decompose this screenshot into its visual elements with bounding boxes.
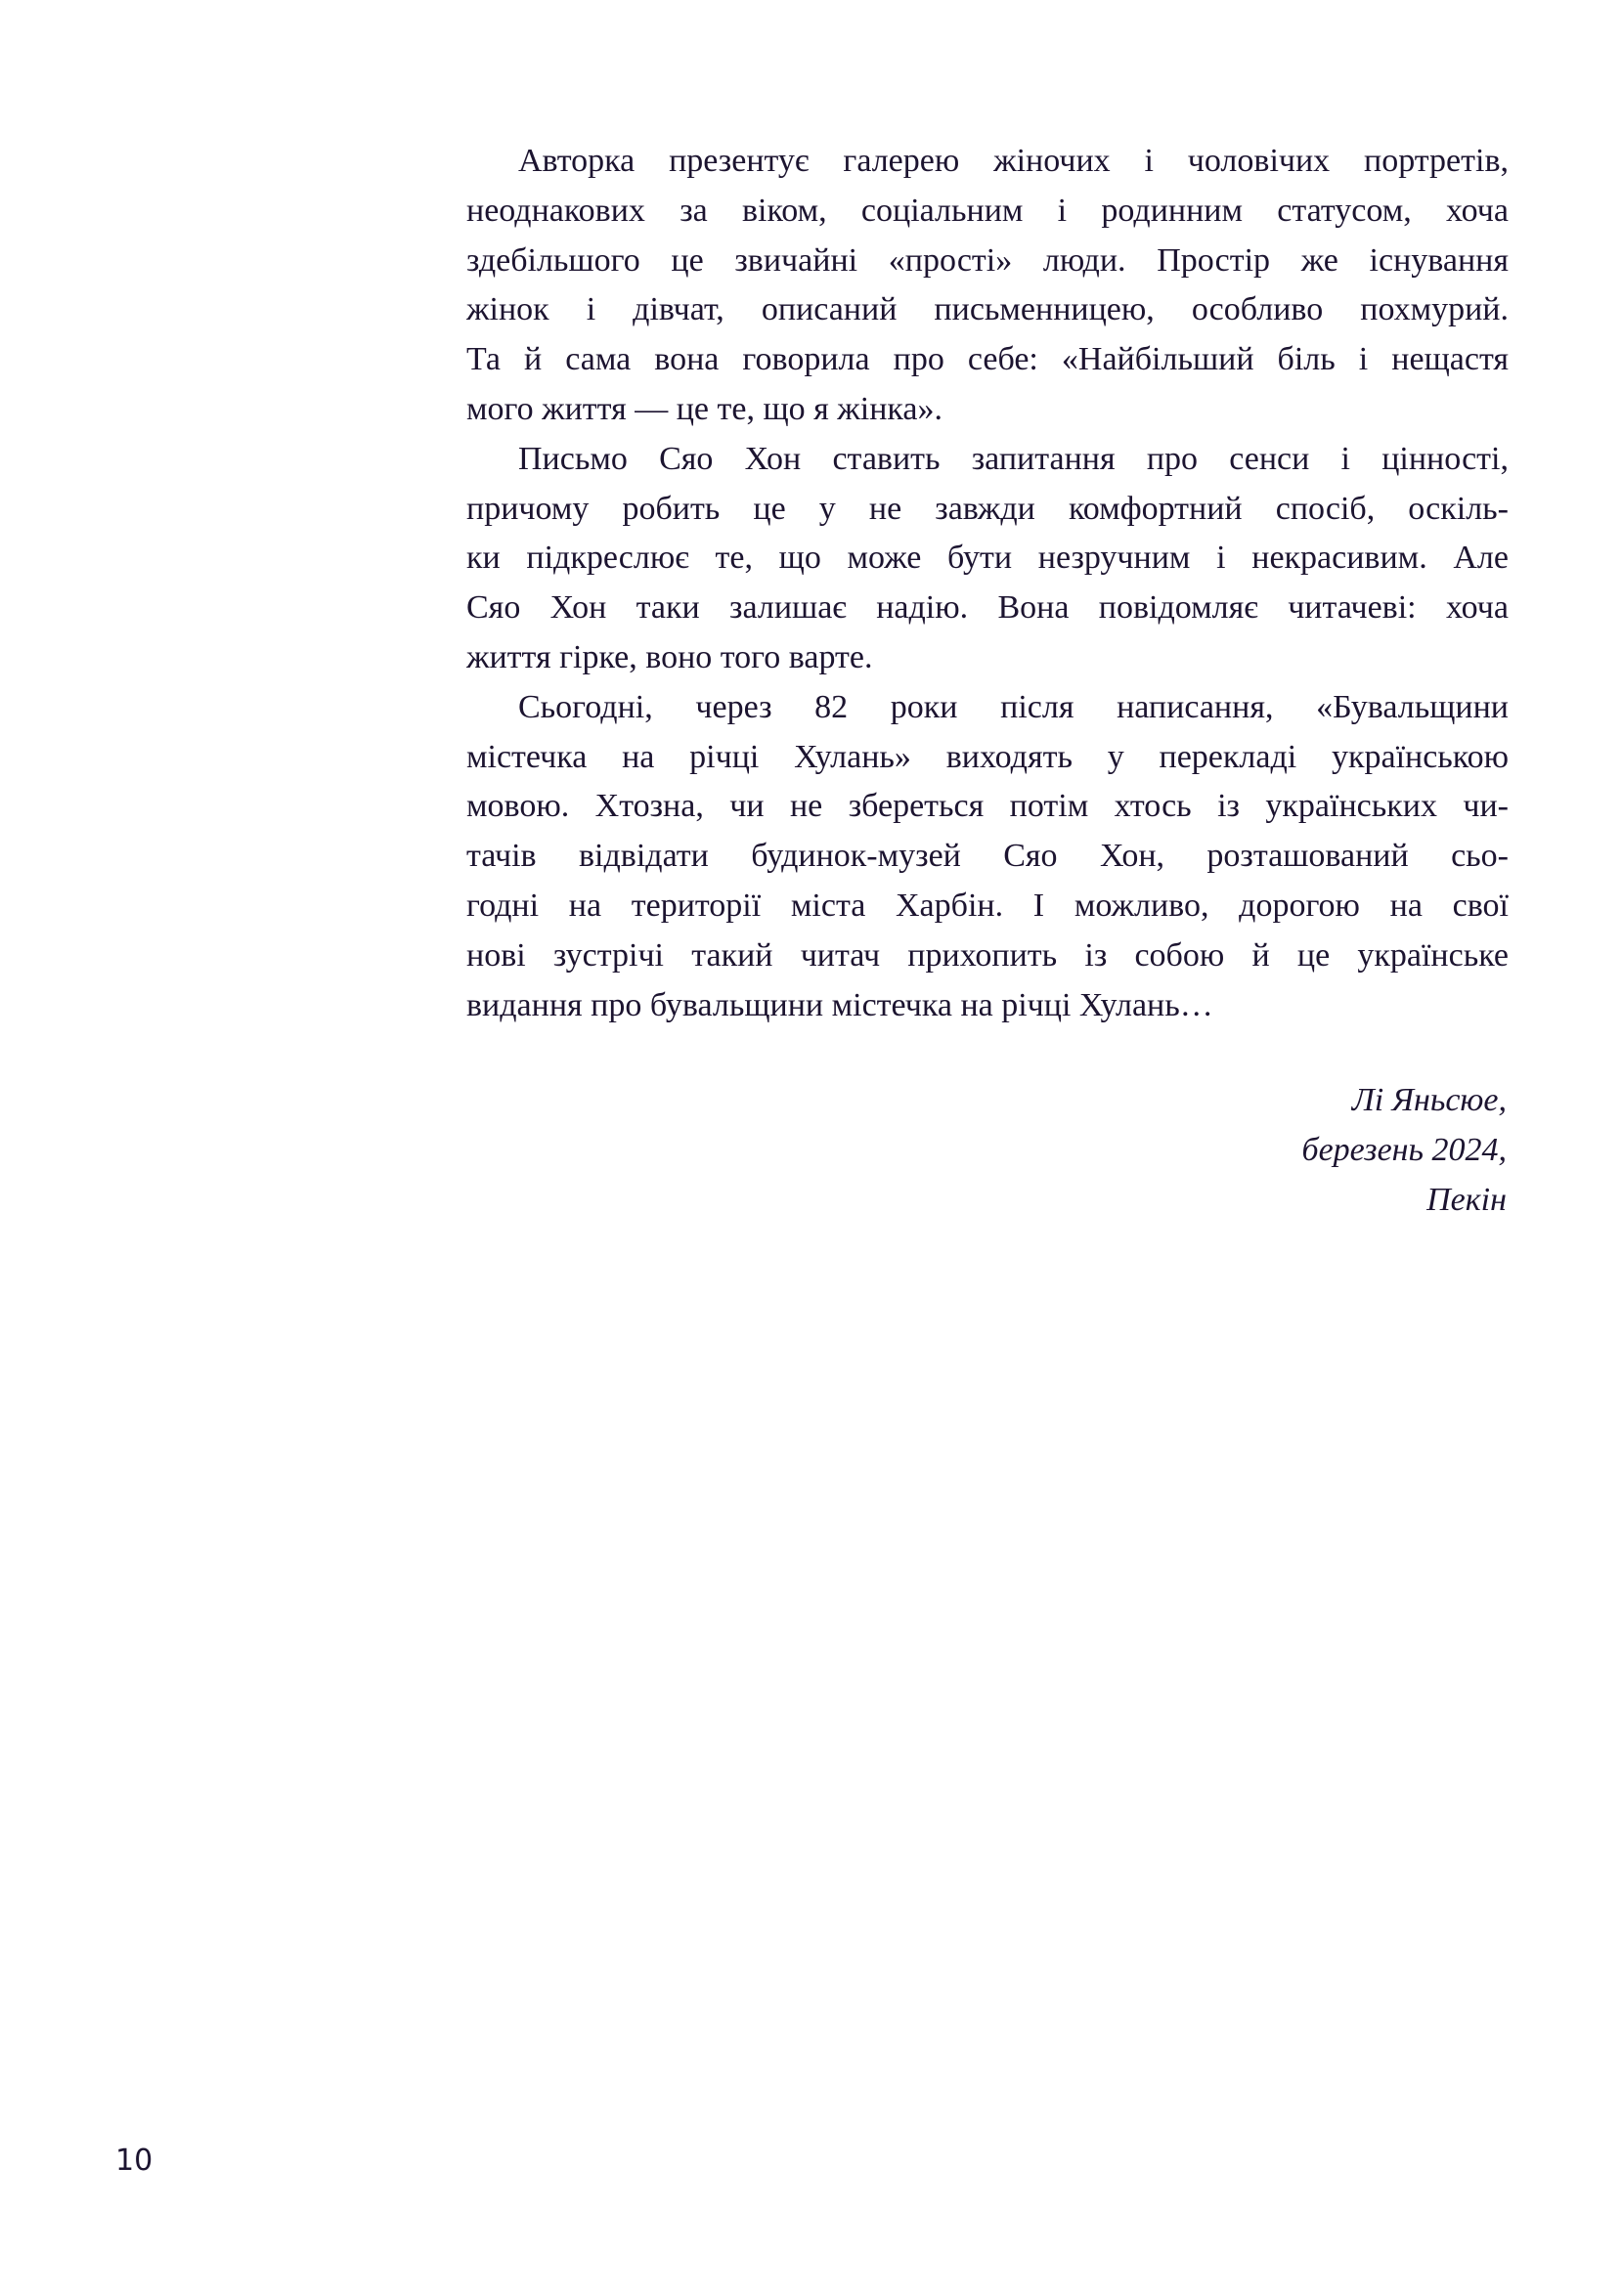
text-line: Авторка презентує галерею жіночих і чоловічих портретів,	[518, 143, 1509, 179]
signature	[1301, 1075, 1507, 1225]
text-line: Та й сама вона говорила про себе: «Найбільший біль і нещастя	[466, 341, 1509, 378]
paragraph	[466, 683, 1509, 1031]
text-line: причому робить це у не завжди комфортний спосіб, оскіль-	[466, 490, 1509, 527]
text-line: мовою. Хтозна, чи не збереться потім хтось із українських чи-	[466, 788, 1509, 825]
text-line: Сяо Хон таки залишає надію. Вона повідомляє читачеві: хоча	[466, 589, 1509, 627]
text-line: містечка на річці Хулань» виходять у перекладі українською	[466, 738, 1509, 775]
paragraph	[466, 435, 1509, 683]
text-line: Письмо Сяо Хон ставить запитання про сенси і цінності,	[518, 440, 1509, 477]
text-line: неоднакових за віком, соціальним і родинним статусом, хоча	[466, 192, 1509, 229]
text-line: життя гірке, воно того варте.	[466, 638, 873, 675]
text-line: видання про бувальщини містечка на річці Хулань…	[466, 986, 1213, 1023]
signature-place: Пекін	[1426, 1182, 1507, 1218]
text-line: жінок і дівчат, описаний письменницею, особливо похмурий.	[466, 291, 1509, 328]
text-line: Сьогодні, через 82 роки після написання, «Бувальщини	[518, 688, 1509, 725]
signature-author: Лі Яньсюе,	[1351, 1082, 1507, 1118]
body-text	[466, 137, 1509, 1030]
text-line: мого життя — це те, що я жінка».	[466, 390, 943, 427]
text-line: нові зустрічі такий читач прихопить із собою й це українське	[466, 936, 1509, 974]
text-line: тачів відвідати будинок-музей Сяо Хон, розташований сьо-	[466, 838, 1509, 875]
text-line: ки підкреслює те, що може бути незручним і некрасивим. Але	[466, 540, 1509, 577]
text-line: годні на території міста Харбін. І можливо, дорогою на свої	[466, 887, 1509, 924]
paragraph	[466, 137, 1509, 435]
page-number: 10	[115, 2144, 153, 2178]
signature-date: березень 2024,	[1301, 1132, 1507, 1168]
text-line: здебільшого це звичайні «прості» люди. Простір же існування	[466, 241, 1509, 279]
